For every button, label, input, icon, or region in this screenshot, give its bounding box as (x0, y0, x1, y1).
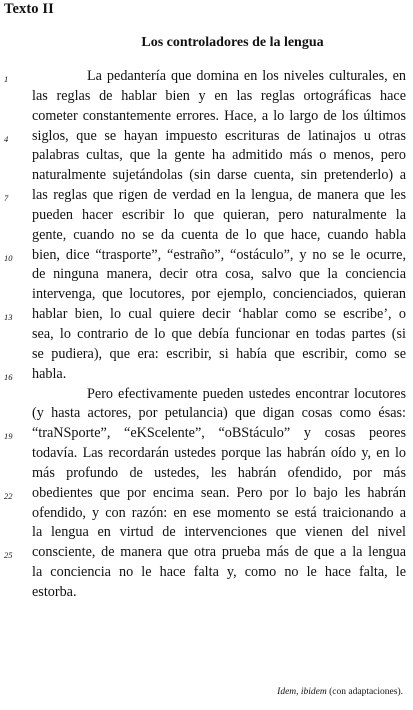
line-text: pueden hacer escribir lo que quieran, pero naturalmente la (32, 206, 406, 223)
line-text: hablar bien, lo cual quiere decir ‘hablar como se escribe’, o (32, 306, 406, 323)
line-text: estorba. (32, 583, 77, 600)
text-line (0, 385, 413, 405)
text-line (0, 87, 413, 107)
source-citation (277, 687, 403, 697)
text-line (0, 305, 413, 325)
text-line (0, 583, 413, 603)
line-number: 1 (4, 74, 9, 84)
text-line (0, 484, 413, 504)
line-text: cometer constantemente errores. Hace, a lo largo de los últimos (32, 107, 406, 124)
text-label: Texto II (4, 1, 54, 17)
line-text: más profundo de ustedes, les habrán ofendido, por más (32, 464, 406, 481)
text-line (0, 543, 413, 563)
line-text: la lengua en virtud de intervenciones que vienen del nivel (32, 524, 406, 541)
line-text: consciente, de manera que otra prueba más de que a la lengua (32, 544, 406, 561)
line-text: palabras cultas, que la gente ha admitido más o menos, pero (32, 147, 406, 164)
line-number: 22 (4, 490, 13, 501)
line-text: obedientes que por encima sean. Pero por lo bajo les habrán (32, 484, 406, 501)
text-line (0, 166, 413, 186)
line-number: 19 (4, 431, 13, 442)
text-body (0, 67, 413, 603)
line-text: de ninguna manera, decir otra cosa, salvo que la conciencia (32, 266, 406, 283)
line-text: las reglas de hablar bien y en las reglas ortográficas hace (32, 87, 406, 104)
line-text: la conciencia no le hace falta y, como no le hace falta, le (32, 564, 406, 581)
text-line (0, 186, 413, 206)
text-line (0, 67, 413, 87)
line-number: 4 (4, 133, 9, 144)
text-line (0, 107, 413, 127)
line-text: bien, dice “trasporte”, “estraño”, “ostáculo”, y no se le ocurre, (32, 246, 406, 263)
line-number: 25 (4, 550, 13, 561)
text-line (0, 365, 413, 385)
line-text: ofendido, y con razón: en ese momento se está traicionando a (32, 504, 406, 521)
text-line (0, 265, 413, 285)
line-text: habla. (32, 365, 67, 382)
line-text: todavía. Las recordarán ustedes porque las habrán oído y, en lo (32, 445, 406, 462)
text-line (0, 504, 413, 524)
line-text: gente, cuando no se da cuenta de lo que hace, cuando habla (32, 226, 406, 243)
text-line (0, 404, 413, 424)
text-line (0, 246, 413, 266)
line-text: (y hasta actores, por petulancia) que digan cosas como ésas: (32, 405, 406, 422)
line-text: La pedantería que domina en los niveles culturales, en (87, 68, 406, 84)
line-text: Pero efectivamente pueden ustedes encontrar locutores (87, 385, 406, 402)
text-line (0, 285, 413, 305)
line-text: naturalmente sujetándolas (sin darse cuenta, sin pretenderlo) a (32, 167, 406, 184)
text-line (0, 464, 413, 484)
line-number: 7 (4, 193, 9, 204)
line-text: sea, lo contrario de lo que debía funcionar en todas partes (si (32, 325, 406, 342)
source-citation-italic: Idem, ibidem (277, 687, 327, 697)
document-title: Los controladores de la lengua (141, 35, 324, 50)
text-line (0, 325, 413, 345)
text-line (0, 345, 413, 365)
text-line (0, 146, 413, 166)
text-line (0, 424, 413, 444)
line-text: intervenga, que locutores, por ejemplo, concienciados, quieran (32, 286, 406, 303)
text-line (0, 444, 413, 464)
line-number: 13 (4, 312, 13, 323)
line-number: 10 (4, 252, 13, 263)
line-text: “traNSporte”, “eKScelente”, “oBStáculo” y cosas peores (32, 425, 406, 442)
text-line (0, 523, 413, 543)
line-number: 16 (4, 371, 13, 382)
line-text: se pudiera), que era: escribir, si había que escribir, como se (32, 345, 406, 362)
source-citation-rest: (con adaptaciones). (326, 687, 403, 697)
text-line (0, 226, 413, 246)
text-line (0, 563, 413, 583)
text-line (0, 206, 413, 226)
line-text: siglos, que se hayan impuesto escrituras de latinajos u otras (32, 127, 406, 144)
text-line (0, 127, 413, 147)
line-text: las reglas que rigen de verdad en la lengua, de manera que les (32, 187, 406, 204)
